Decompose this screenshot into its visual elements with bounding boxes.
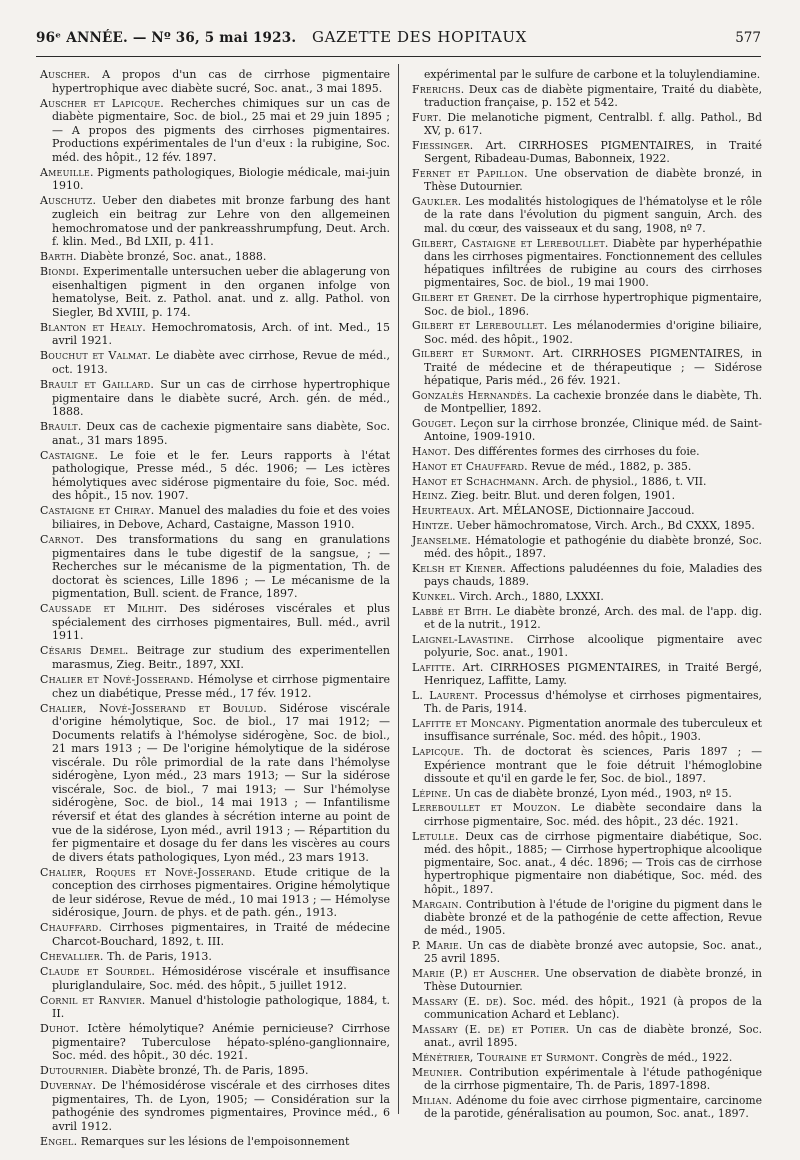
reference-text: Ueber hämochromatose, Virch. Arch., Bd CXXX, 1895.: [456, 519, 755, 532]
reference-entry: [40, 602, 390, 643]
reference-author: Caussade et Milhit.: [40, 602, 168, 616]
reference-author: Lereboullet et Mouzon.: [412, 801, 561, 815]
reference-author: Furt.: [412, 110, 442, 124]
reference-text: Soc. méd. des hôpit., 1921 (à propos de la communication Achard et Leblanc).: [424, 995, 762, 1022]
reference-entry: [40, 420, 390, 447]
page-number: 577: [735, 30, 761, 46]
reference-author: Chalier, Nové-Josserand et Boulud.: [40, 701, 267, 715]
reference-entry: [412, 319, 762, 346]
reference-entry: [40, 1022, 390, 1063]
reference-entry: [40, 1079, 390, 1133]
reference-author: Carnot.: [40, 533, 85, 547]
reference-entry: [412, 534, 762, 561]
reference-text: Sidérose viscérale d'origine hémolytique, Soc. de biol., 17 mai 1912; — Documents relatifs à l'hémolyse sidérogène, Soc. de biol., 21 mars 1913 ; — De l'origine hémolytique de la sidérose viscérale. Du rôle primordial de la rate dans l'hémolyse sidérogène, Lyon méd., 23 mars 1913; — Sur la sidérose viscérale, Soc. de biol., 7 mai 1913; — Sur l'hémolyse sidérogène, Soc. de biol., 14 mai 1913 ; — Infantilisme réversif et état des glandes à sécrétion interne au point de vue de la sidérose, Lyon méd., avril 1913 ; — Répartition du fer pigmentaire et dosage du fer dans les viscères au cours de divers états pathologiques, Lyon méd., 23 mars 1913.: [52, 701, 391, 864]
reference-text: Le diabète avec cirrhose, Revue de méd., oct. 1913.: [52, 349, 391, 376]
reference-entry: [412, 139, 762, 166]
reference-text: Adénome du foie avec cirrhose pigmentaire, carcinome de la parotide, généralisation au poumon, Soc. anat., 1897.: [424, 1094, 763, 1121]
reference-author: Engel.: [40, 1135, 78, 1149]
reference-text: Deux cas de cachexie pigmentaire sans diabète, Soc. anat., 31 mars 1895.: [52, 420, 390, 447]
reference-entry: [40, 921, 390, 948]
reference-entry: [412, 68, 762, 81]
reference-author: Brault et Gaillard.: [40, 378, 155, 392]
column-divider: [398, 64, 399, 1114]
reference-entry: [40, 68, 390, 95]
reference-text: Th. de doctorat ès sciences, Paris 1897 ; — Expérience montrant que le foie détruit l'hémoglobine dissoute et qu'il en garde le fer, Soc. de biol., 1897.: [424, 745, 763, 785]
reference-entry: [40, 321, 390, 348]
reference-text: Manuel d'histologie pathologique, 1884, t. II.: [52, 993, 390, 1021]
reference-author: Massary (E. de).: [412, 995, 507, 1009]
reference-entry: [412, 417, 762, 444]
reference-text: Hémolyse et cirrhose pigmentaire chez un diabétique, Presse méd., 17 fév. 1912.: [52, 673, 390, 700]
reference-text: expérimental par le sulfure de carbone et la toluylendiamine.: [424, 68, 761, 81]
reference-text: Leçon sur la cirrhose bronzée, Clinique méd. de Saint-Antoine, 1909-1910.: [424, 416, 762, 444]
reference-entry: [412, 939, 762, 966]
reference-text: Pigmentation anormale des tuberculeux et insuffisance surrénale, Soc. méd. des hôpit., 1903.: [424, 717, 762, 744]
reference-author: Laignel-Lavastine.: [412, 632, 514, 646]
reference-author: Auschutz.: [40, 194, 97, 208]
reference-text: De la cirrhose hypertrophique pigmentaire, Soc. de biol., 1896.: [424, 291, 762, 318]
reference-entry: [412, 1051, 762, 1064]
reference-text: Deux cas de cirrhose pigmentaire diabétique, Soc. méd. des hôpit., 1885; — Cirrhose hypertrophique alcoolique pigmentaire, Soc. anat., 4 déc. 1896; — Trois cas de cirrhose hypertrophique pigmentaire non diabétique, Soc. méd. des hôpit., 1897.: [424, 829, 762, 896]
reference-author: Duhot.: [40, 1022, 80, 1036]
reference-author: P. Marie.: [412, 938, 463, 952]
reference-text: La cachexie bronzée dans le diabète, Th. de Montpellier, 1892.: [424, 388, 762, 416]
reference-author: Hanot et Chauffard.: [412, 459, 528, 473]
reference-text: Art. CIRRHOSES PIGMENTAIRES, in Traité Sergent, Ribadeau-Dumas, Babonneix, 1922.: [424, 138, 762, 166]
reference-author: Frerichs.: [412, 82, 465, 96]
issue-line: 96ᵉ ANNÉE. — Nº 36, 5 mai 1923.: [36, 30, 297, 46]
reference-entry: [40, 378, 390, 419]
reference-text: Cirrhose alcoolique pigmentaire avec polyurie, Soc. anat., 1901.: [424, 632, 762, 660]
reference-text: Contribution à l'étude de l'origine du pigment dans le diabète bronzé et de la pathogénie de cette affection, Revue de méd., 1905.: [424, 897, 762, 938]
reference-text: Ueber den diabetes mit bronze farbung des hant zugleich ein beitrag zur Lehre von den allgemeinen hemochromatose und der pankreasshrumpfung, Deut. Arch. f. klin. Med., Bd LXII, p. 411.: [52, 194, 390, 249]
reference-author: Auscher.: [40, 68, 91, 81]
reference-text: Le diabète secondaire dans la cirrhose pigmentaire, Soc. méd. des hôpit., 23 déc. 1921.: [424, 801, 762, 828]
reference-author: Gilbert et Lereboullet.: [412, 319, 548, 333]
reference-entry: [40, 250, 390, 264]
reference-author: Jeanselme.: [412, 533, 472, 547]
reference-text: Recherches chimiques sur un cas de diabète pigmentaire, Soc. de biol., 25 mai et 29 juin 1895 ; — A propos des pigments des cirrhoses pigmentaires. Productions expérimentales de l'un d'eux : la rubigine, Soc. méd. des hôpit., 12 fév. 1897.: [52, 96, 391, 164]
reference-entry: [412, 167, 762, 194]
reference-entry: [40, 265, 390, 319]
reference-author: L. Laurent.: [412, 689, 479, 703]
reference-entry: [412, 787, 762, 800]
reference-text: Diabète bronzé, Th. de Paris, 1895.: [111, 1064, 309, 1078]
reference-author: Auscher et Lapicque.: [40, 96, 164, 110]
reference-author: Kunkel.: [412, 589, 456, 603]
reference-author: Fiessinger.: [412, 138, 474, 152]
reference-entry: [40, 97, 390, 165]
reference-text: Les modalités histologiques de l'hématolyse et le rôle de la rate dans l'évolution du pigment sanguin, Arch. des mal. du cœur, des vaisseaux et du sang, 1908, nº 7.: [424, 195, 762, 235]
reference-entry: [40, 1064, 390, 1078]
reference-text: Remarques sur les lésions de l'empoisonnement: [80, 1135, 350, 1149]
reference-entry: [40, 673, 390, 700]
reference-entry: [412, 717, 762, 744]
reference-author: Milian.: [412, 1094, 453, 1108]
reference-text: Sur un cas de cirrhose hypertrophique pigmentaire dans le diabète sucré, Arch. gén. de méd., 1888.: [52, 378, 390, 419]
reference-author: Gilbert et Surmont.: [412, 347, 535, 361]
reference-entry: [40, 166, 390, 193]
reference-entry: [40, 1135, 390, 1149]
reference-author: Letulle.: [412, 829, 459, 843]
reference-text: Les mélanodermies d'origine biliaire, Soc. méd. des hôpit., 1902.: [424, 319, 762, 346]
reference-entry: [412, 633, 762, 660]
reference-entry: [40, 994, 390, 1021]
reference-entry: [412, 489, 762, 502]
header-rule: [36, 56, 761, 57]
reference-author: Lépine.: [412, 786, 452, 800]
reference-entry: [412, 1094, 762, 1121]
reference-author: Dutournier.: [40, 1064, 108, 1078]
reference-text: Deux cas de diabète pigmentaire, Traité du diabète, traduction française, p. 152 et 542.: [424, 82, 762, 110]
reference-author: Ameuille.: [40, 165, 94, 179]
reference-entry: [412, 995, 762, 1022]
reference-entry: [412, 898, 762, 938]
reference-entry: [40, 349, 390, 376]
reference-text: Zieg. beitr. Blut. und deren folgen, 1901.: [451, 489, 676, 503]
reference-entry: [412, 661, 762, 688]
reference-entry: [412, 801, 762, 828]
reference-author: Hanot.: [412, 445, 451, 459]
reference-entry: [412, 605, 762, 632]
reference-text: Processus d'hémolyse et cirrhoses pigmentaires, Th. de Paris, 1914.: [424, 689, 762, 716]
reference-text: De l'hémosidérose viscérale et des cirrhoses dites pigmentaires, Th. de Lyon, 1905; — Considération sur la pathogénie des syndromes pigmentaires, Province méd., 6 avril 1912.: [52, 1079, 390, 1134]
reference-entry: [40, 644, 390, 671]
reference-text: Affections paludéennes du foie, Maladies des pays chauds, 1889.: [424, 561, 763, 589]
reference-text: Th. de Paris, 1913.: [107, 949, 212, 963]
reference-text: Le diabète bronzé, Arch. des mal. de l'app. dig. et de la nutrit., 1912.: [424, 604, 763, 632]
reference-text: Diabète bronzé, Soc. anat., 1888.: [80, 250, 267, 264]
reference-author: Gilbert et Grenet.: [412, 291, 517, 305]
reference-entry: [412, 519, 762, 532]
reference-author: Lafitte et Moncany.: [412, 717, 525, 731]
reference-entry: [40, 950, 390, 964]
reference-entry: [412, 967, 762, 994]
reference-text: Hématologie et pathogénie du diabète bronzé, Soc. méd. des hôpit., 1897.: [424, 533, 762, 561]
reference-entry: [412, 590, 762, 603]
reference-text: Diabète par hyperhépathie dans les cirrhoses pigmentaires. Fonctionnement des cellules hépatiques infiltrées de rubigine au cours des cirrhoses pigmentaires, Soc. de biol., 19 mai 1900.: [424, 236, 763, 290]
reference-entry: [412, 237, 762, 290]
reference-text: Congrès de méd., 1922.: [601, 1051, 733, 1065]
reference-author: Claude et Sourdel.: [40, 965, 156, 978]
reference-author: Gonzalès Hernandès.: [412, 388, 533, 402]
reference-text: Experimentalle untersuchen ueber die ablagerung von eisenhaltigen pigment in den organen infolge von hematolyse, Beit. z. Pathol. anat. und z. allg. Pathol. von Siegler, Bd XVIII, p. 174.: [52, 265, 390, 319]
reference-text: Cirrhoses pigmentaires, in Traité de médecine Charcot-Bouchard, 1892, t. III.: [52, 921, 390, 948]
reference-entry: [412, 745, 762, 785]
reference-author: Bouchut et Valmat.: [40, 349, 152, 363]
reference-entry: [412, 830, 762, 896]
reference-entry: [412, 1023, 762, 1050]
reference-author: Labbé et Bith.: [412, 604, 492, 618]
page-header: [36, 26, 761, 48]
reference-entry: [412, 562, 762, 589]
reference-entry: [412, 1066, 762, 1093]
reference-author: Lafitte.: [412, 660, 456, 674]
reference-entry: [40, 504, 390, 531]
reference-entry: [412, 389, 762, 416]
reference-text: Die melanotiche pigment, Centralbl. f. allg. Pathol., Bd XV, p. 617.: [424, 110, 763, 138]
reference-entry: [412, 347, 762, 387]
reference-text: Virch. Arch., 1880, LXXXI.: [459, 589, 604, 603]
reference-author: Duvernay.: [40, 1079, 97, 1093]
reference-author: Margain.: [412, 897, 463, 911]
reference-text: Hemochromatosis, Arch. of int. Med., 15 avril 1921.: [52, 320, 390, 348]
reference-text: Hémosidérose viscérale et insuffisance pluriglandulaire, Soc. méd. des hôpit., 5 juillet 1912.: [52, 965, 390, 992]
reference-author: Meunier.: [412, 1066, 463, 1080]
reference-author: Hanot et Schachmann.: [412, 474, 539, 488]
reference-author: Chalier et Nové-Josserand.: [40, 673, 194, 687]
reference-author: Gilbert, Castaigne et Lereboullet.: [412, 236, 609, 250]
reference-author: Hintze.: [412, 519, 454, 532]
reference-text: Un cas de diabète bronzé avec autopsie, Soc. anat., 25 avril 1895.: [424, 938, 763, 966]
reference-text: Art. CIRRHOSES PIGMENTAIRES, in Traité Bergé, Henriquez, Laffitte, Lamy.: [424, 660, 762, 688]
reference-author: Gaukler.: [412, 195, 462, 209]
reference-text: Une observation de diabète bronzé, in Thèse Dutournier.: [424, 167, 762, 194]
reference-entry: [412, 291, 762, 318]
reference-text: Une observation de diabète bronzé, in Thèse Dutournier.: [424, 967, 763, 994]
reference-author: Castaigne.: [40, 448, 99, 462]
reference-entry: [412, 195, 762, 235]
reference-author: Kelsh et Kiener.: [412, 561, 507, 575]
reference-entry: [40, 449, 390, 503]
reference-text: Pigments pathologiques, Biologie médicale, mai-juin 1910.: [52, 165, 391, 193]
reference-text: Le foie et le fer. Leurs rapports à l'état pathologique, Presse méd., 5 déc. 1906; — Les ictères hémolytiques avec sidérose pigmentaire du foie, Soc. méd. des hôpit., 15 nov. 1907.: [52, 448, 390, 503]
reference-author: Castaigne et Chiray.: [40, 504, 155, 518]
reference-text: Art. CIRRHOSES PIGMENTAIRES, in Traité de médecine et de thérapeutique ; — Sidérose hépatique, Paris méd., 26 fév. 1921.: [424, 347, 762, 388]
reference-entry: [40, 866, 390, 920]
reference-author: Cornil et Ranvier.: [40, 993, 146, 1007]
reference-text: Art. MÉLANOSE, Dictionnaire Jaccoud.: [478, 504, 695, 518]
reference-author: Heurteaux.: [412, 504, 475, 518]
reference-entry: [412, 504, 762, 517]
reference-text: Des différentes formes des cirrhoses du foie.: [454, 445, 700, 459]
reference-text: Manuel des maladies du foie et des voies biliaires, in Debove, Achard, Castaigne, Masson 1910.: [52, 504, 390, 531]
reference-text: Beitrage zur studium des experimentellen marasmus, Zieg. Beitr., 1897, XXI.: [52, 644, 391, 671]
reference-entry: [412, 460, 762, 473]
reference-text: Revue de méd., 1882, p. 385.: [531, 459, 692, 473]
reference-text: Contribution expérimentale à l'étude pathogénique de la cirrhose pigmentaire, Th. de Paris, 1897-1898.: [424, 1066, 763, 1093]
reference-author: Gouget.: [412, 416, 457, 430]
reference-entry: [412, 83, 762, 110]
reference-author: Barth.: [40, 250, 77, 264]
reference-text: Un cas de diabète bronzé, Soc. anat., avril 1895.: [424, 1023, 763, 1050]
reference-author: Marie (P.) et Auscher.: [412, 967, 540, 980]
reference-author: Heinz.: [412, 489, 448, 503]
reference-entry: [40, 533, 390, 601]
reference-text: Des sidéroses viscérales et plus spécialement des cirrhoses pigmentaires, Bull. méd., avril 1911.: [52, 602, 390, 643]
reference-author: Ménétrier, Touraine et Surmont.: [412, 1051, 599, 1065]
reference-author: Brault.: [40, 420, 82, 434]
reference-author: Césaris Demel.: [40, 644, 129, 658]
reference-text: A propos d'un cas de cirrhose pigmentaire hypertrophique avec diabète sucré, Soc. anat., 3 mai 1895.: [52, 68, 390, 95]
reference-entry: [412, 689, 762, 716]
reference-author: Lapicque.: [412, 745, 464, 759]
reference-author: Blanton et Healy.: [40, 320, 146, 334]
reference-text: Etude critique de la conception des cirrhoses pigmentaires. Origine hémolytique de leur sidérose, Revue de méd., 10 mai 1913 ; — Hémolyse sidérosique, Journ. de phys. et de path. gén., 1913.: [52, 865, 390, 920]
reference-text: Ictère hémolytique? Anémie pernicieuse? Cirrhose pigmentaire? Tuberculose hépato-spléno-ganglionnaire, Soc. méd. des hôpit., 30 déc. 1921.: [52, 1022, 391, 1063]
reference-author: Chevallier.: [40, 949, 104, 963]
reference-text: Des transformations du sang en granulations pigmentaires dans le tube digestif de la sangsue, ; — Recherches sur le mécanisme de la pigmentation, Th. de doctorat ès sciences, Lille 1896 ; — Le mécanisme de la pigmentation, Bull. scient. de France, 1897.: [52, 533, 390, 601]
reference-entry: [40, 194, 390, 248]
reference-author: Biondi.: [40, 265, 80, 279]
journal-title: GAZETTE DES HOPITAUX: [312, 28, 527, 46]
reference-author: Fernet et Papillon.: [412, 167, 528, 181]
reference-author: Chauffard.: [40, 921, 103, 935]
reference-text: Arch. de physiol., 1886, t. VII.: [542, 474, 707, 488]
reference-author: Massary (E. de) et Potier.: [412, 1023, 570, 1037]
reference-entry: [412, 475, 762, 488]
reference-entry: [412, 445, 762, 458]
reference-entry: [412, 111, 762, 138]
reference-author: Chalier, Roques et Nové-Josserand.: [40, 865, 256, 879]
reference-text: Un cas de diabète bronzé, Lyon méd., 1903, nº 15.: [454, 786, 732, 800]
reference-entry: [40, 965, 390, 992]
reference-entry: [40, 702, 390, 865]
right-column: [412, 68, 762, 1122]
left-column: [40, 68, 390, 1150]
